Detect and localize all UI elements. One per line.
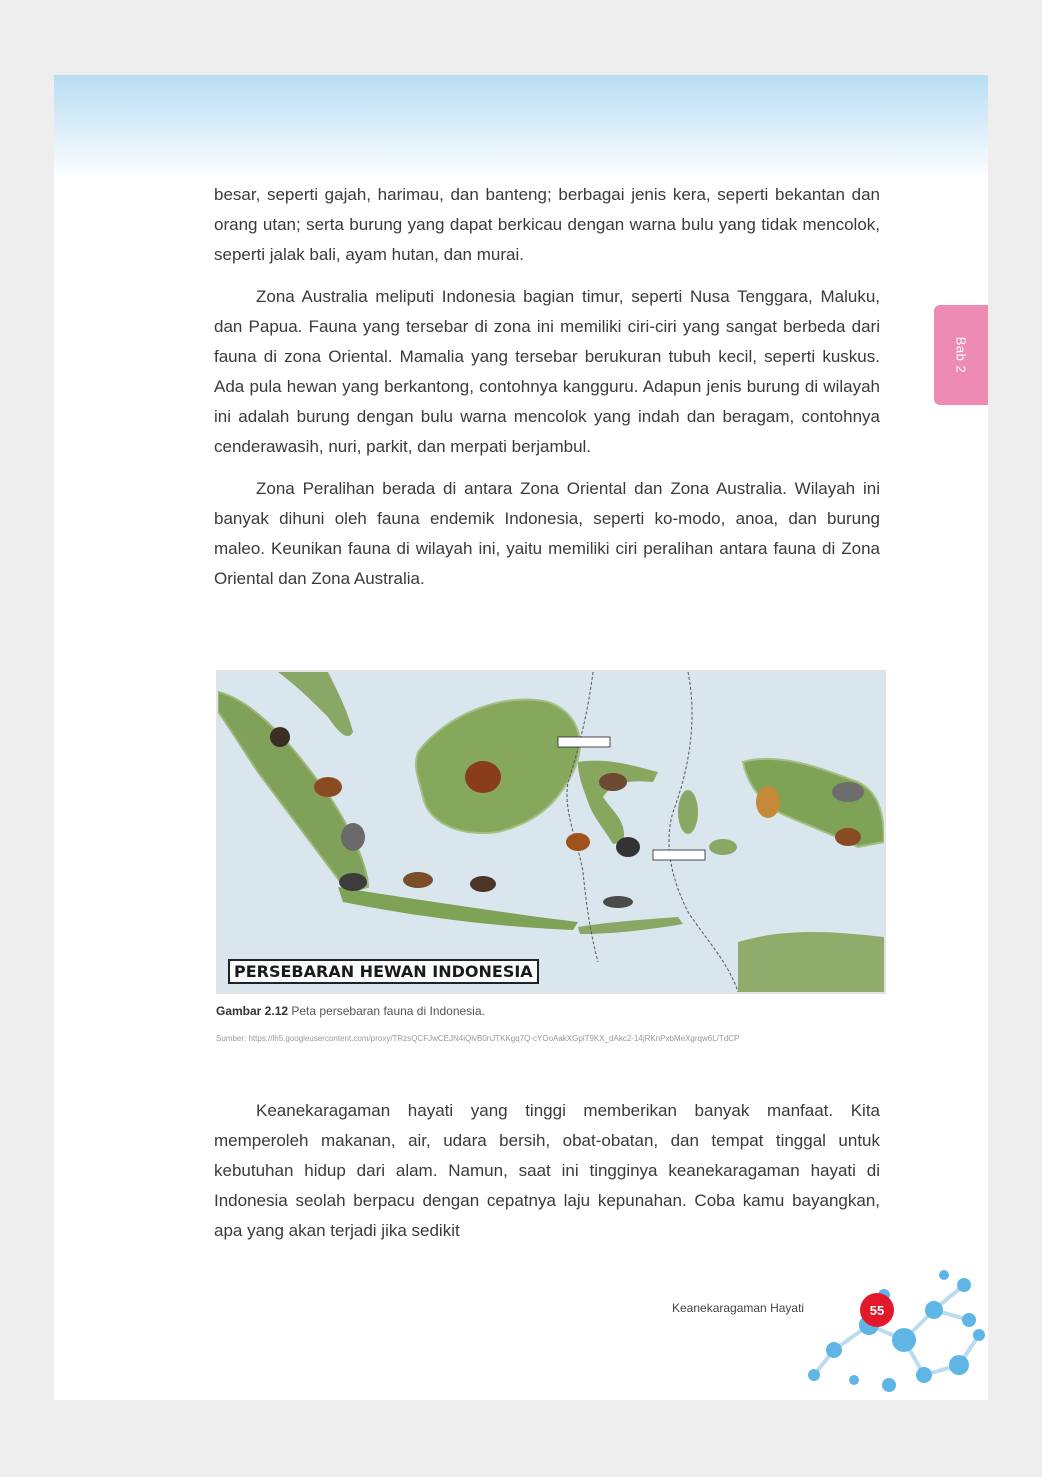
paragraph-biodiversity-benefits: Keanekaragaman hayati yang tinggi memberikan banyak manfaat. Kita memperoleh makanan, air, udara bersih, obat-obatan, dan tempat tinggal untuk kebutuhan hidup dari alam. Namun, saat ini tingginya keanekaragaman hayati di Indonesia seolah berpacu dengan cepatnya laju kepunahan. Coba kamu bayangkan, apa yang akan terjadi jika sedikit bbox=[214, 1101, 880, 1240]
fauna-distribution-map bbox=[216, 670, 886, 994]
header-band bbox=[54, 75, 988, 180]
figure-source: Sumber: https://lh5.googleusercontent.com/proxy/TRzsQCFJwCEJN4iQlvB0nJTKKgq7Q-cYOoAakXGplT9KX_dAkc2-14jRKnPxbMeXgrqw6L/TdCP bbox=[216, 1034, 740, 1043]
figure-caption bbox=[216, 1004, 886, 1018]
footer-book-title: Keanekaragaman Hayati bbox=[672, 1301, 805, 1315]
map-title: PERSEBARAN HEWAN INDONESIA bbox=[228, 959, 539, 984]
chapter-tab-label: Bab 2 bbox=[953, 336, 969, 374]
caption-label: Gambar 2.12 bbox=[216, 1004, 289, 1018]
book-page bbox=[54, 75, 988, 1400]
body-text-top bbox=[214, 180, 880, 606]
indonesia-map-image bbox=[218, 672, 884, 992]
paragraph-transition-zone: Zona Peralihan berada di antara Zona Oriental dan Zona Australia. Wilayah ini banyak dihuni oleh fauna endemik Indonesia, seperti ko-modo, anoa, dan burung maleo. Keunikan fauna di wilayah ini, yaitu memiliki ciri peralihan antara fauna di Zona Oriental dan Zona Australia. bbox=[214, 479, 880, 588]
paragraph-australia-zone: Zona Australia meliputi Indonesia bagian timur, seperti Nusa Tenggara, Maluku, dan Papua. Fauna yang tersebar di zona ini memiliki ciri-ciri yang sangat berbeda dari fauna di zona Oriental. Mamalia yang tersebar berukuran tubuh kecil, seperti kuskus. Ada pula hewan yang berkantong, contohnya kangguru. Adapun jenis burung di wilayah ini adalah burung dengan bulu warna mencolok yang indah dan beragam, contohnya cenderawasih, nuri, parkit, dan merpati berjambul. bbox=[214, 287, 880, 456]
molecule-decoration bbox=[794, 1255, 988, 1400]
chapter-tab bbox=[934, 305, 988, 405]
page-number: 55 bbox=[860, 1293, 894, 1327]
caption-text: Peta persebaran fauna di Indonesia. bbox=[288, 1004, 485, 1018]
body-text-bottom bbox=[214, 1096, 880, 1258]
paragraph-oriental-end: besar, seperti gajah, harimau, dan banteng; berbagai jenis kera, seperti bekantan dan orang utan; serta burung yang dapat berkicau dengan warna bulu yang tidak mencolok, seperti jalak bali, ayam hutan, dan murai. bbox=[214, 185, 880, 264]
